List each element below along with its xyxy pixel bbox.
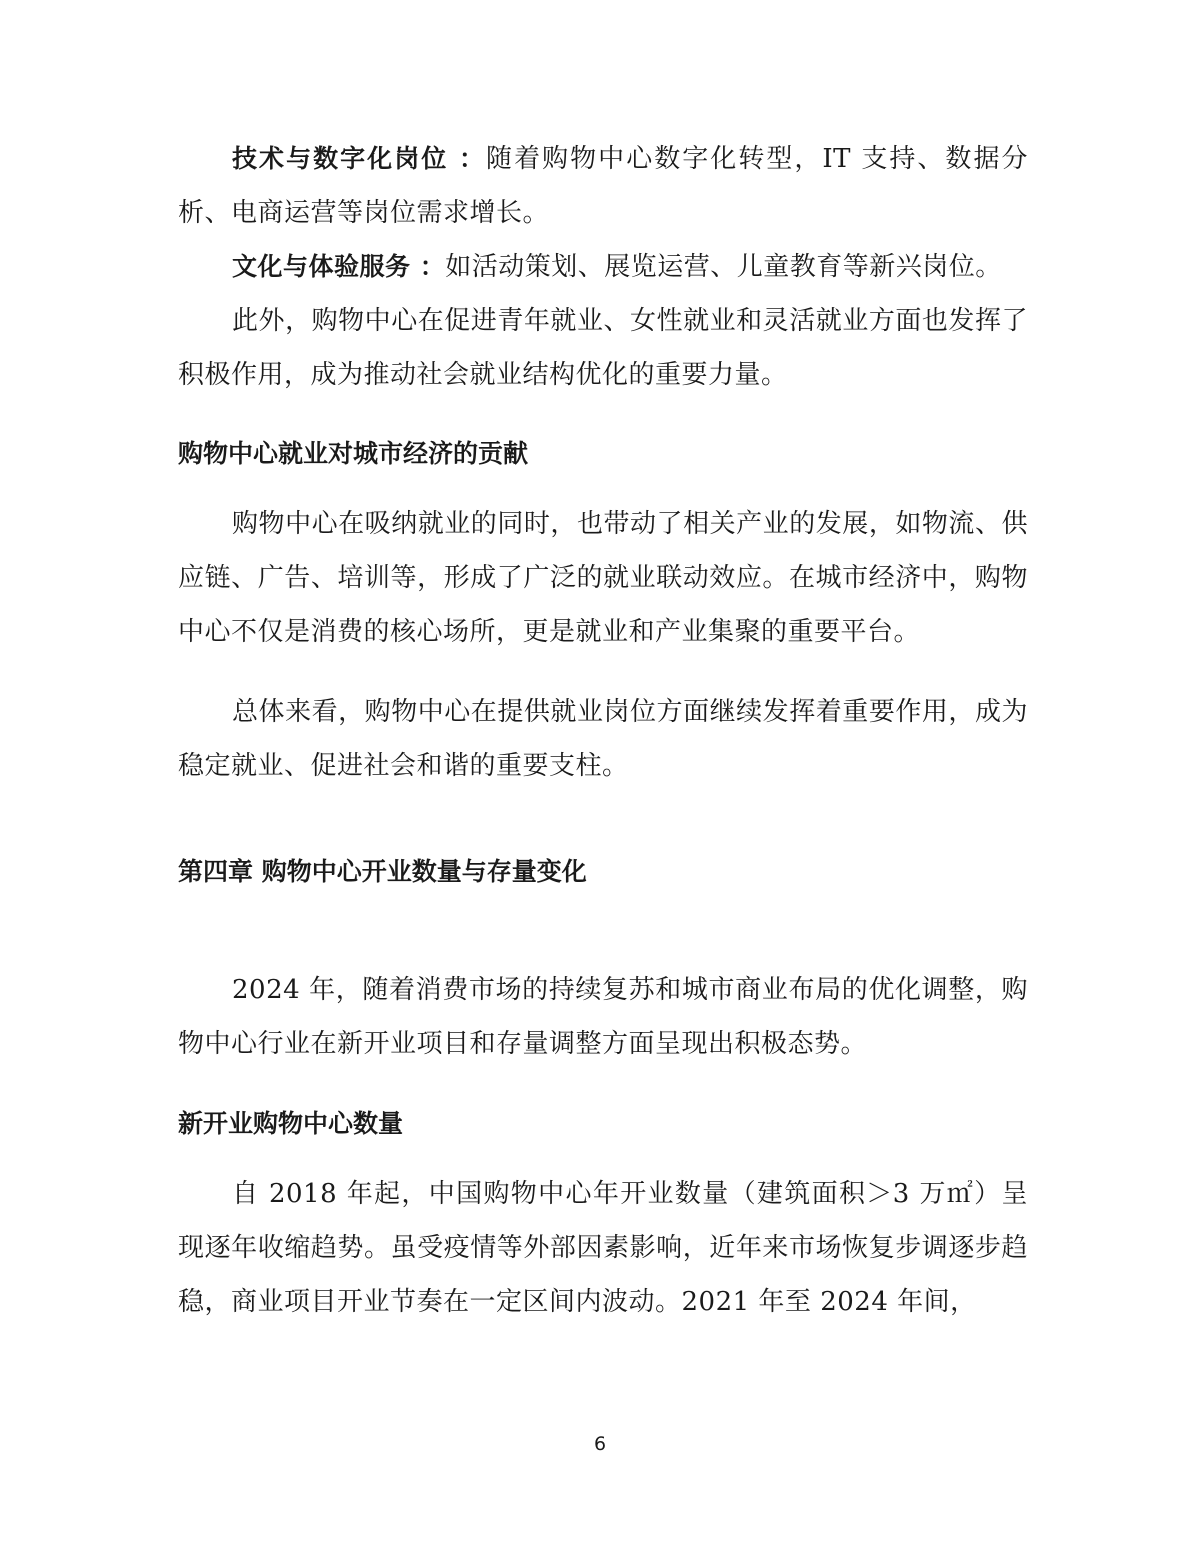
new-openings-text: 自 2018 年起，中国购物中心年开业数量（建筑面积＞3 万㎡）呈现逐年收缩趋势。虽受疫情等外部因素影响，近年来市场恢复步调逐步趋稳，商业项目开业节奏在一定区间内波动。2021 年至 2024 年间，: [178, 1179, 1028, 1317]
page-number: 6: [593, 1433, 607, 1455]
tech-digital-paragraph: [178, 132, 1028, 240]
tech-digital-term: 技术与数字化岗位 ：: [232, 144, 487, 173]
overall-paragraph: [178, 685, 1028, 793]
overall-text: 总体来看，购物中心在提供就业岗位方面继续发挥着重要作用，成为稳定就业、促进社会和谐的重要支柱。: [178, 697, 1028, 781]
chapter-title-text: 第四章 购物中心开业数量与存量变化: [178, 857, 587, 886]
culture-experience-paragraph: [178, 240, 1028, 294]
section-heading-new-openings: [178, 1104, 1028, 1144]
heading-contribution-text: 购物中心就业对城市经济的贡献: [178, 439, 529, 468]
culture-experience-term: 文化与体验服务 ：: [232, 252, 446, 281]
contribution-text: 购物中心在吸纳就业的同时，也带动了相关产业的发展，如物流、供应链、广告、培训等，形成了广泛的就业联动效应。在城市经济中，购物中心不仅是消费的核心场所，更是就业和产业集聚的重要平台。: [178, 509, 1028, 647]
culture-experience-text: 如活动策划、展览运营、儿童教育等新兴岗位。: [445, 252, 1002, 282]
chapter-intro-paragraph: [178, 963, 1028, 1071]
section-heading-contribution: [178, 434, 1028, 474]
chapter-title: [178, 852, 1028, 892]
tech-digital-text: 随着购物中心数字化转型，IT 支持、数据分析、电商运营等岗位需求增长。: [178, 144, 1028, 228]
additionally-text: 此外，购物中心在促进青年就业、女性就业和灵活就业方面也发挥了积极作用，成为推动社会就业结构优化的重要力量。: [178, 306, 1028, 390]
contribution-paragraph: [178, 497, 1028, 659]
heading-new-openings-text: 新开业购物中心数量: [178, 1109, 404, 1138]
additionally-paragraph: [178, 294, 1028, 402]
new-openings-paragraph: [178, 1167, 1028, 1329]
chapter-intro-text: 2024 年，随着消费市场的持续复苏和城市商业布局的优化调整，购物中心行业在新开业项目和存量调整方面呈现出积极态势。: [178, 975, 1028, 1059]
